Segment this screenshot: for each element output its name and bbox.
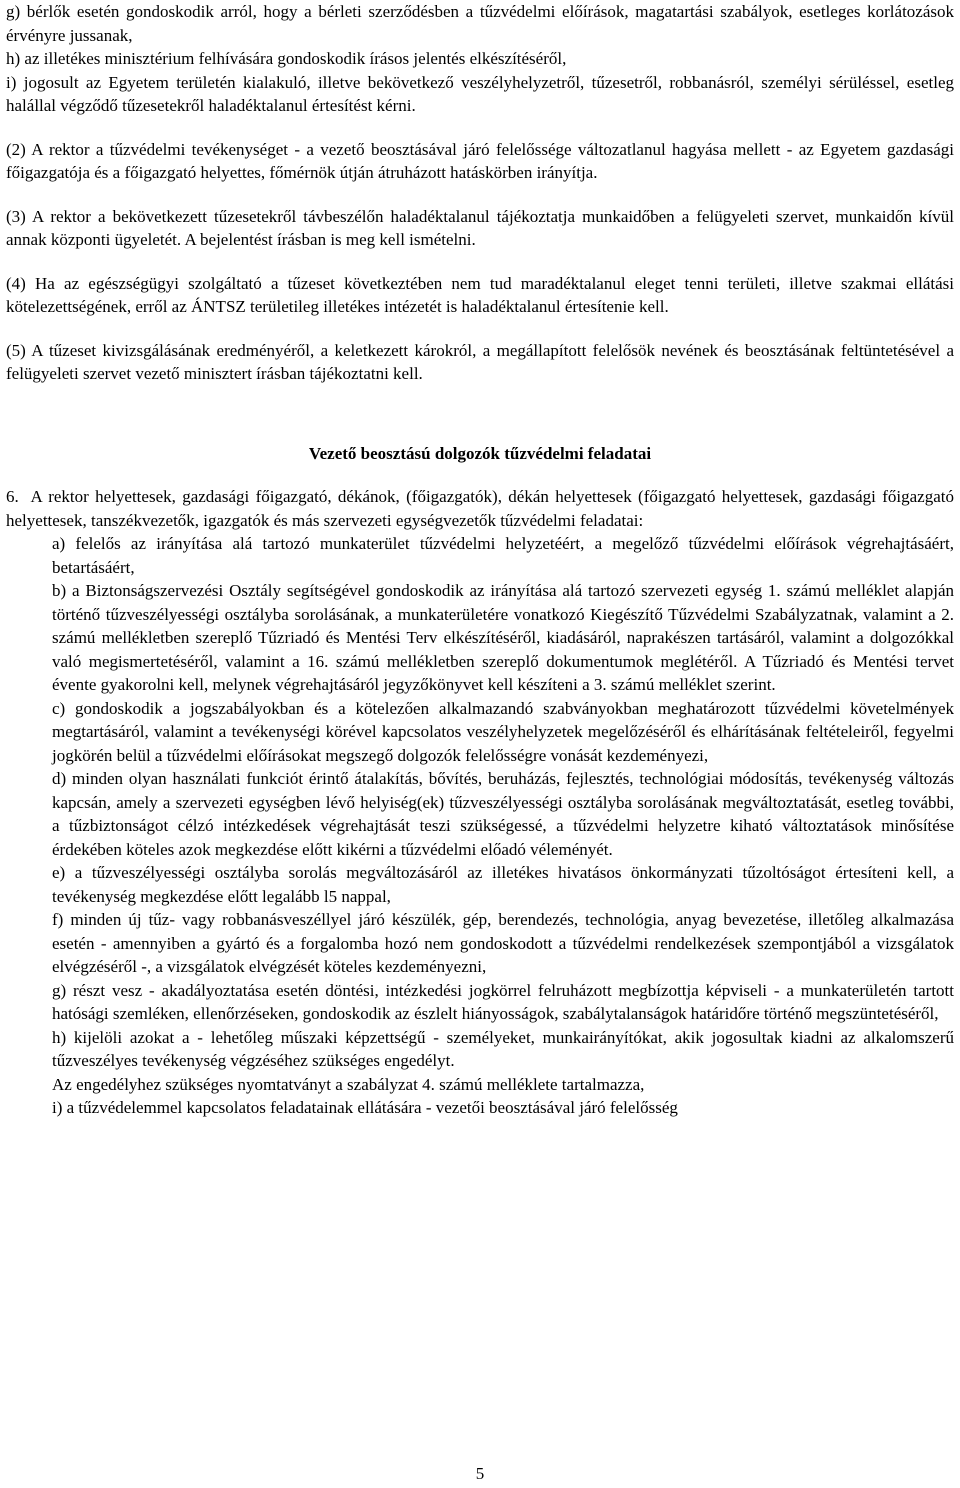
list-item-g-top: g) bérlők esetén gondoskodik arról, hogy a bérleti szerződésben a tűzvédelmi előírások, magatartási szabályok, esetleges korlátozások érvényre jussanak, bbox=[6, 2, 954, 45]
section-6-intro bbox=[6, 485, 954, 532]
list-item-form-note: Az engedélyhez szükséges nyomtatványt a szabályzat 4. számú melléklete tartalmazza, bbox=[52, 1074, 645, 1094]
section-intro-text: A rektor helyettesek, gazdasági főigazgató, dékánok, (főigazgatók), dékán helyettesek (főigazgató helyettesek, gazdasági főigazgató helyettesek, tanszékvezetők, igazgatók és más szervezeti egységvezetők tűzvédelmi feladatai: bbox=[6, 487, 954, 530]
paragraph-4: (4) Ha az egészségügyi szolgáltató a tűzeset következtében nem tud maradéktalanul eleget tenni területi, illetve szakmai ellátási kötelezettségének, erről az ÁNTSZ területileg illetékes intézetét is haladéktalanul értesítenie kell. bbox=[6, 273, 954, 316]
paragraph-5: (5) A tűzeset kivizsgálásának eredményéről, a keletkezett károkról, a megállapított felelősök nevének és beosztásának feltüntetésével a felügyeleti szervet vezető minisztert írásban tájékoztatni kell. bbox=[6, 340, 954, 383]
list-item-a: a) felelős az irányítása alá tartozó munkaterület tűzvédelmi helyzetéért, a megelőző tűzvédelmi előírások végrehajtásáért, betartásáért, bbox=[52, 534, 954, 577]
section-heading: Vezető beosztású dolgozók tűzvédelmi feladatai bbox=[308, 443, 652, 463]
list-item-b: b) a Biztonságszervezési Osztály segítségével gondoskodik az irányítása alá tartozó szervezeti egység 1. számú melléklet alapján történő tűzveszélyességi osztályba sorolásának, a munkaterületére vonatkozó Kiegészítő Tűzvédelmi Szabályzatnak, valamint a 2. számú mellékletben szereplő Tűzriadó és Mentési Terv elkészítéséről, kiadásáról, naprakészen tartásáról, valamint a dolgozókkal való megismertetéséről, valamint a 16. számú mellékletben szereplő dokumentumok meglétéről. A Tűzriadó és Mentési tervet évente gyakorolni kell, melynek végrehajtásáról jegyzőkönyvet kell készíteni a 3. számú melléklet szerint. bbox=[52, 581, 954, 694]
list-item-d: d) minden olyan használati funkciót érintő átalakítás, bővítés, beruházás, fejlesztés, technológiai módosítás, tevékenység változás kapcsán, amely a szervezeti egységben lévő helyiség(ek) tűzveszélyességi osztályba sorolásának megváltoztatását, esetleg további, a tűzbiztonságot célzó intézkedések végrehajtását teszi szükségessé, a tűzvédelmi helyzetre kiható változtatások minősítése érdekében köteles azok megkezdése előtt kikérni a tűzvédelmi előadó véleményét. bbox=[52, 769, 954, 859]
section-number: 6. bbox=[6, 487, 19, 506]
section-6-items bbox=[6, 532, 954, 1120]
list-item-f: f) minden új tűz- vagy robbanásveszéllyel járó készülék, gép, berendezés, technológia, anyag bevezetése, illetőleg alkalmazása esetén - amennyiben a gyártó és a forgalomba hozó nem gondoskodott a tűzvédelmi rendelkezések szempontjából a vizsgálatok elvégzéséről -, a vizsgálatok elvégzését köteles kezdeményezni, bbox=[52, 910, 954, 976]
page-content bbox=[6, 0, 954, 1120]
list-item-i-top: i) jogosult az Egyetem területén kialakuló, illetve bekövetkező veszélyhelyzetről, tűzesetről, robbanásról, személyi sérüléssel, esetleg halállal végződő tűzesetekről haladéktalanul értesítést kérni. bbox=[6, 72, 954, 115]
list-item-g: g) részt vesz - akadályoztatása esetén döntési, intézkedési jogkörrel felruházott megbízottja képviseli - a munkaterületén tartott hatósági szemléken, ellenőrzéseken, gondoskodik az észlelt hiányosságok, szabálytalanságok határidőre történő megszüntetéséről, bbox=[52, 980, 954, 1023]
list-item-i: i) a tűzvédelemmel kapcsolatos feladatainak ellátására - vezetői beosztásával járó felelősség bbox=[52, 1098, 678, 1117]
list-item-h: h) kijelöli azokat a - lehetőleg műszaki képzettségű - személyeket, munkairányítókat, akik jogosultak kiadni az alkalomszerű tűzveszélyes tevékenység végzéséhez szükséges engedélyt. bbox=[52, 1027, 954, 1070]
list-item-c: c) gondoskodik a jogszabályokban és a kötelezően alkalmazandó szabványokban meghatározott tűzvédelmi követelmények megtartásáról, valamint a tevékenységi körével kapcsolatos veszélyhelyzetek megelőzéséről és elhárításának feltételeiről, fegyelmi jogkörén belül a tűzvédelmi előírásokat megszegő dolgozók felelősségre vonását kezdeményezi, bbox=[52, 698, 954, 765]
paragraph-2: (2) A rektor a tűzvédelmi tevékenységet - a vezető beosztásával járó felelőssége változatlanul hagyása mellett - az Egyetem gazdasági főigazgatója és a főigazgató helyettes, főmérnök útján átruházott hatáskörben irányítja. bbox=[6, 139, 954, 182]
page-number: 5 bbox=[475, 1464, 485, 1483]
list-item-e: e) a tűzveszélyességi osztályba sorolás megváltozásáról az illetékes hivatásos önkormányzati tűzoltóságot értesíteni kell, a tevékenység megkezdése előtt legalább l5 nappal, bbox=[52, 863, 954, 906]
list-item-h-top: h) az illetékes minisztérium felhívására gondoskodik írásos jelentés elkészítéséről, bbox=[6, 49, 567, 68]
paragraph-3: (3) A rektor a bekövetkezett tűzesetekről távbeszélőn haladéktalanul tájékoztatja munkaidőben a felügyeleti szervet, munkaidőn kívül annak központi ügyeletét. A bejelentést írásban is meg kell ismételni. bbox=[6, 206, 954, 249]
